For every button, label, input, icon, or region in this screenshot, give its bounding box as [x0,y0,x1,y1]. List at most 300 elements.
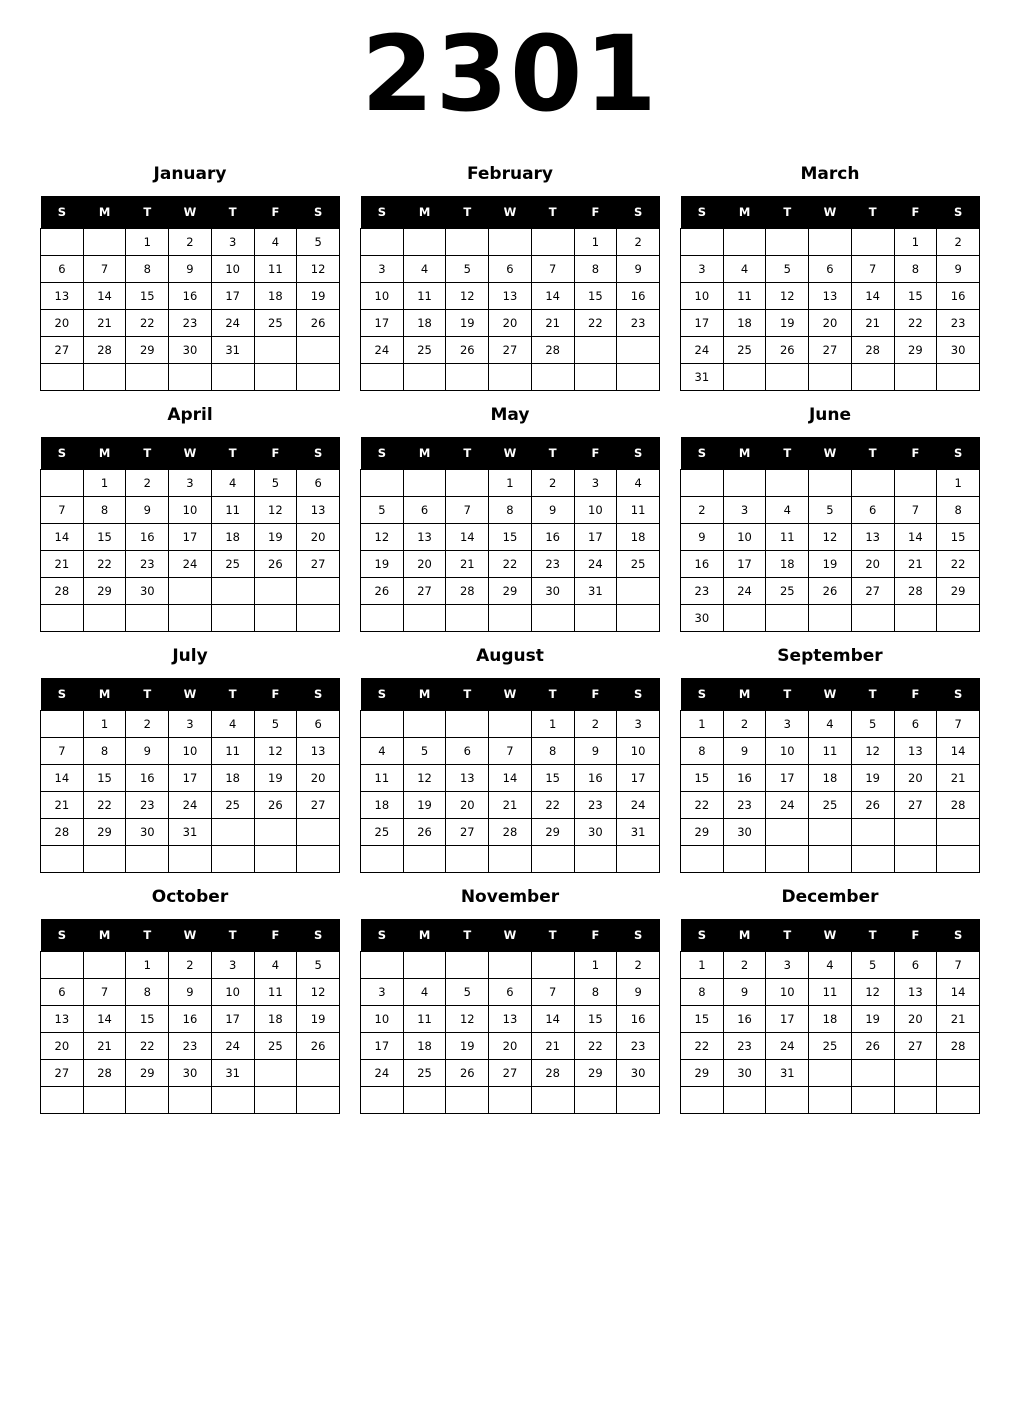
day-cell[interactable]: 27 [297,792,340,819]
day-cell[interactable]: 31 [169,819,212,846]
day-cell[interactable]: 29 [489,578,532,605]
day-cell[interactable]: 14 [531,1006,574,1033]
day-cell[interactable]: 28 [531,337,574,364]
day-cell[interactable]: 21 [531,310,574,337]
day-cell[interactable]: 11 [403,283,446,310]
day-cell[interactable]: 27 [403,578,446,605]
day-cell[interactable]: 12 [851,979,894,1006]
day-cell[interactable]: 29 [126,1060,169,1087]
day-cell[interactable]: 11 [617,497,660,524]
day-cell[interactable]: 17 [681,310,724,337]
day-cell[interactable]: 18 [254,283,297,310]
day-cell[interactable]: 31 [574,578,617,605]
day-cell[interactable]: 4 [403,256,446,283]
day-cell[interactable]: 5 [297,952,340,979]
day-cell[interactable]: 7 [937,711,980,738]
day-cell[interactable]: 30 [723,1060,766,1087]
day-cell[interactable]: 1 [126,229,169,256]
day-cell[interactable]: 7 [851,256,894,283]
day-cell[interactable]: 23 [169,1033,212,1060]
day-cell[interactable]: 19 [766,310,809,337]
day-cell[interactable]: 19 [361,551,404,578]
day-cell[interactable]: 2 [617,229,660,256]
day-cell[interactable]: 19 [403,792,446,819]
day-cell[interactable]: 14 [41,524,84,551]
day-cell[interactable]: 19 [851,765,894,792]
day-cell[interactable]: 13 [894,979,937,1006]
day-cell[interactable]: 27 [809,337,852,364]
day-cell[interactable]: 16 [126,765,169,792]
day-cell[interactable]: 18 [211,524,254,551]
day-cell[interactable]: 28 [531,1060,574,1087]
day-cell[interactable]: 3 [361,979,404,1006]
day-cell[interactable]: 2 [126,470,169,497]
day-cell[interactable]: 27 [489,337,532,364]
day-cell[interactable]: 25 [809,792,852,819]
day-cell[interactable]: 28 [83,1060,126,1087]
day-cell[interactable]: 30 [681,605,724,632]
day-cell[interactable]: 18 [254,1006,297,1033]
day-cell[interactable]: 6 [297,711,340,738]
day-cell[interactable]: 5 [851,952,894,979]
day-cell[interactable]: 20 [41,1033,84,1060]
day-cell[interactable]: 25 [617,551,660,578]
day-cell[interactable]: 24 [681,337,724,364]
day-cell[interactable]: 4 [254,229,297,256]
day-cell[interactable]: 6 [809,256,852,283]
day-cell[interactable]: 23 [169,310,212,337]
day-cell[interactable]: 9 [937,256,980,283]
day-cell[interactable]: 23 [723,792,766,819]
day-cell[interactable]: 27 [446,819,489,846]
day-cell[interactable]: 15 [531,765,574,792]
day-cell[interactable]: 11 [361,765,404,792]
day-cell[interactable]: 7 [41,738,84,765]
day-cell[interactable]: 15 [894,283,937,310]
day-cell[interactable]: 2 [531,470,574,497]
day-cell[interactable]: 31 [617,819,660,846]
day-cell[interactable]: 5 [403,738,446,765]
day-cell[interactable]: 17 [723,551,766,578]
day-cell[interactable]: 6 [41,256,84,283]
day-cell[interactable]: 8 [531,738,574,765]
day-cell[interactable]: 27 [297,551,340,578]
day-cell[interactable]: 31 [681,364,724,391]
day-cell[interactable]: 22 [574,310,617,337]
day-cell[interactable]: 14 [937,979,980,1006]
day-cell[interactable]: 21 [531,1033,574,1060]
day-cell[interactable]: 16 [169,1006,212,1033]
day-cell[interactable]: 20 [489,310,532,337]
day-cell[interactable]: 12 [446,1006,489,1033]
day-cell[interactable]: 24 [169,792,212,819]
day-cell[interactable]: 8 [574,979,617,1006]
day-cell[interactable]: 20 [297,765,340,792]
day-cell[interactable]: 26 [254,551,297,578]
day-cell[interactable]: 26 [446,1060,489,1087]
day-cell[interactable]: 24 [169,551,212,578]
day-cell[interactable]: 15 [937,524,980,551]
day-cell[interactable]: 13 [894,738,937,765]
day-cell[interactable]: 31 [211,337,254,364]
day-cell[interactable]: 19 [297,1006,340,1033]
day-cell[interactable]: 11 [211,497,254,524]
day-cell[interactable]: 12 [297,256,340,283]
day-cell[interactable]: 29 [681,1060,724,1087]
day-cell[interactable]: 8 [574,256,617,283]
day-cell[interactable]: 4 [403,979,446,1006]
day-cell[interactable]: 25 [254,310,297,337]
day-cell[interactable]: 10 [681,283,724,310]
day-cell[interactable]: 7 [531,979,574,1006]
day-cell[interactable]: 12 [254,738,297,765]
day-cell[interactable]: 7 [83,979,126,1006]
day-cell[interactable]: 17 [766,765,809,792]
day-cell[interactable]: 29 [681,819,724,846]
day-cell[interactable]: 16 [574,765,617,792]
day-cell[interactable]: 10 [766,979,809,1006]
day-cell[interactable]: 3 [681,256,724,283]
day-cell[interactable]: 17 [574,524,617,551]
day-cell[interactable]: 21 [41,792,84,819]
day-cell[interactable]: 21 [83,1033,126,1060]
day-cell[interactable]: 27 [489,1060,532,1087]
day-cell[interactable]: 16 [617,1006,660,1033]
day-cell[interactable]: 21 [937,765,980,792]
day-cell[interactable]: 21 [83,310,126,337]
day-cell[interactable]: 14 [851,283,894,310]
day-cell[interactable]: 26 [297,1033,340,1060]
day-cell[interactable]: 22 [681,1033,724,1060]
day-cell[interactable]: 14 [41,765,84,792]
day-cell[interactable]: 26 [297,310,340,337]
day-cell[interactable]: 19 [851,1006,894,1033]
day-cell[interactable]: 14 [446,524,489,551]
day-cell[interactable]: 20 [851,551,894,578]
day-cell[interactable]: 7 [83,256,126,283]
day-cell[interactable]: 8 [83,738,126,765]
day-cell[interactable]: 22 [574,1033,617,1060]
day-cell[interactable]: 16 [723,765,766,792]
day-cell[interactable]: 30 [169,1060,212,1087]
day-cell[interactable]: 7 [894,497,937,524]
day-cell[interactable]: 1 [894,229,937,256]
day-cell[interactable]: 6 [297,470,340,497]
day-cell[interactable]: 24 [361,1060,404,1087]
day-cell[interactable]: 20 [489,1033,532,1060]
day-cell[interactable]: 3 [766,711,809,738]
day-cell[interactable]: 22 [83,792,126,819]
day-cell[interactable]: 9 [531,497,574,524]
day-cell[interactable]: 15 [83,524,126,551]
day-cell[interactable]: 26 [851,1033,894,1060]
day-cell[interactable]: 26 [851,792,894,819]
day-cell[interactable]: 5 [254,470,297,497]
day-cell[interactable]: 19 [809,551,852,578]
day-cell[interactable]: 24 [211,1033,254,1060]
day-cell[interactable]: 24 [361,337,404,364]
day-cell[interactable]: 13 [851,524,894,551]
day-cell[interactable]: 14 [531,283,574,310]
day-cell[interactable]: 28 [41,819,84,846]
day-cell[interactable]: 9 [617,256,660,283]
day-cell[interactable]: 11 [766,524,809,551]
day-cell[interactable]: 17 [169,765,212,792]
day-cell[interactable]: 11 [723,283,766,310]
day-cell[interactable]: 20 [894,765,937,792]
day-cell[interactable]: 3 [211,952,254,979]
day-cell[interactable]: 18 [617,524,660,551]
day-cell[interactable]: 28 [446,578,489,605]
day-cell[interactable]: 24 [766,1033,809,1060]
day-cell[interactable]: 29 [126,337,169,364]
day-cell[interactable]: 18 [809,765,852,792]
day-cell[interactable]: 25 [361,819,404,846]
day-cell[interactable]: 4 [254,952,297,979]
day-cell[interactable]: 3 [169,470,212,497]
day-cell[interactable]: 9 [126,738,169,765]
day-cell[interactable]: 23 [531,551,574,578]
day-cell[interactable]: 8 [126,979,169,1006]
day-cell[interactable]: 6 [41,979,84,1006]
day-cell[interactable]: 16 [723,1006,766,1033]
day-cell[interactable]: 28 [937,792,980,819]
day-cell[interactable]: 18 [361,792,404,819]
day-cell[interactable]: 11 [809,738,852,765]
day-cell[interactable]: 28 [937,1033,980,1060]
day-cell[interactable]: 27 [894,1033,937,1060]
day-cell[interactable]: 18 [211,765,254,792]
day-cell[interactable]: 25 [723,337,766,364]
day-cell[interactable]: 21 [41,551,84,578]
day-cell[interactable]: 1 [574,952,617,979]
day-cell[interactable]: 1 [489,470,532,497]
day-cell[interactable]: 29 [83,578,126,605]
day-cell[interactable]: 1 [83,711,126,738]
day-cell[interactable]: 27 [41,1060,84,1087]
day-cell[interactable]: 30 [617,1060,660,1087]
day-cell[interactable]: 23 [681,578,724,605]
day-cell[interactable]: 3 [211,229,254,256]
day-cell[interactable]: 10 [169,497,212,524]
day-cell[interactable]: 20 [894,1006,937,1033]
day-cell[interactable]: 11 [254,256,297,283]
day-cell[interactable]: 25 [809,1033,852,1060]
day-cell[interactable]: 31 [766,1060,809,1087]
day-cell[interactable]: 1 [126,952,169,979]
day-cell[interactable]: 11 [403,1006,446,1033]
day-cell[interactable]: 19 [254,524,297,551]
day-cell[interactable]: 2 [617,952,660,979]
day-cell[interactable]: 10 [617,738,660,765]
day-cell[interactable]: 3 [169,711,212,738]
day-cell[interactable]: 1 [531,711,574,738]
day-cell[interactable]: 17 [211,283,254,310]
day-cell[interactable]: 8 [681,979,724,1006]
day-cell[interactable]: 22 [83,551,126,578]
day-cell[interactable]: 25 [766,578,809,605]
day-cell[interactable]: 1 [83,470,126,497]
day-cell[interactable]: 21 [851,310,894,337]
day-cell[interactable]: 12 [361,524,404,551]
day-cell[interactable]: 18 [403,310,446,337]
day-cell[interactable]: 2 [681,497,724,524]
day-cell[interactable]: 29 [574,1060,617,1087]
day-cell[interactable]: 23 [126,551,169,578]
day-cell[interactable]: 12 [446,283,489,310]
day-cell[interactable]: 10 [169,738,212,765]
day-cell[interactable]: 7 [446,497,489,524]
day-cell[interactable]: 5 [297,229,340,256]
day-cell[interactable]: 28 [851,337,894,364]
day-cell[interactable]: 10 [723,524,766,551]
day-cell[interactable]: 6 [489,256,532,283]
day-cell[interactable]: 25 [254,1033,297,1060]
day-cell[interactable]: 31 [211,1060,254,1087]
day-cell[interactable]: 4 [211,711,254,738]
day-cell[interactable]: 6 [446,738,489,765]
day-cell[interactable]: 1 [574,229,617,256]
day-cell[interactable]: 29 [937,578,980,605]
day-cell[interactable]: 21 [894,551,937,578]
day-cell[interactable]: 13 [489,283,532,310]
day-cell[interactable]: 22 [937,551,980,578]
day-cell[interactable]: 24 [723,578,766,605]
day-cell[interactable]: 17 [361,1033,404,1060]
day-cell[interactable]: 25 [211,551,254,578]
day-cell[interactable]: 5 [809,497,852,524]
day-cell[interactable]: 14 [937,738,980,765]
day-cell[interactable]: 22 [126,1033,169,1060]
day-cell[interactable]: 2 [723,952,766,979]
day-cell[interactable]: 9 [126,497,169,524]
day-cell[interactable]: 12 [851,738,894,765]
day-cell[interactable]: 27 [41,337,84,364]
day-cell[interactable]: 8 [126,256,169,283]
day-cell[interactable]: 25 [403,337,446,364]
day-cell[interactable]: 13 [403,524,446,551]
day-cell[interactable]: 20 [41,310,84,337]
day-cell[interactable]: 30 [723,819,766,846]
day-cell[interactable]: 24 [617,792,660,819]
day-cell[interactable]: 18 [403,1033,446,1060]
day-cell[interactable]: 10 [211,256,254,283]
day-cell[interactable]: 8 [894,256,937,283]
day-cell[interactable]: 26 [403,819,446,846]
day-cell[interactable]: 4 [723,256,766,283]
day-cell[interactable]: 15 [489,524,532,551]
day-cell[interactable]: 30 [126,578,169,605]
day-cell[interactable]: 21 [446,551,489,578]
day-cell[interactable]: 27 [894,792,937,819]
day-cell[interactable]: 13 [297,738,340,765]
day-cell[interactable]: 30 [937,337,980,364]
day-cell[interactable]: 17 [766,1006,809,1033]
day-cell[interactable]: 14 [894,524,937,551]
day-cell[interactable]: 29 [894,337,937,364]
day-cell[interactable]: 19 [446,1033,489,1060]
day-cell[interactable]: 2 [126,711,169,738]
day-cell[interactable]: 2 [169,229,212,256]
day-cell[interactable]: 19 [297,283,340,310]
day-cell[interactable]: 13 [41,283,84,310]
day-cell[interactable]: 9 [169,979,212,1006]
day-cell[interactable]: 7 [41,497,84,524]
day-cell[interactable]: 23 [723,1033,766,1060]
day-cell[interactable]: 28 [41,578,84,605]
day-cell[interactable]: 19 [446,310,489,337]
day-cell[interactable]: 1 [681,952,724,979]
day-cell[interactable]: 7 [937,952,980,979]
day-cell[interactable]: 8 [681,738,724,765]
day-cell[interactable]: 26 [809,578,852,605]
day-cell[interactable]: 15 [126,1006,169,1033]
day-cell[interactable]: 22 [894,310,937,337]
day-cell[interactable]: 4 [766,497,809,524]
day-cell[interactable]: 21 [489,792,532,819]
day-cell[interactable]: 13 [446,765,489,792]
day-cell[interactable]: 17 [211,1006,254,1033]
day-cell[interactable]: 22 [531,792,574,819]
day-cell[interactable]: 14 [83,283,126,310]
day-cell[interactable]: 15 [574,1006,617,1033]
day-cell[interactable]: 24 [211,310,254,337]
day-cell[interactable]: 18 [723,310,766,337]
day-cell[interactable]: 18 [809,1006,852,1033]
day-cell[interactable]: 3 [361,256,404,283]
day-cell[interactable]: 12 [297,979,340,1006]
day-cell[interactable]: 9 [574,738,617,765]
day-cell[interactable]: 9 [723,738,766,765]
day-cell[interactable]: 1 [937,470,980,497]
day-cell[interactable]: 9 [617,979,660,1006]
day-cell[interactable]: 9 [169,256,212,283]
day-cell[interactable]: 23 [617,310,660,337]
day-cell[interactable]: 28 [489,819,532,846]
day-cell[interactable]: 20 [403,551,446,578]
day-cell[interactable]: 9 [681,524,724,551]
day-cell[interactable]: 16 [937,283,980,310]
day-cell[interactable]: 4 [361,738,404,765]
day-cell[interactable]: 5 [446,979,489,1006]
day-cell[interactable]: 23 [617,1033,660,1060]
day-cell[interactable]: 11 [809,979,852,1006]
day-cell[interactable]: 10 [361,283,404,310]
day-cell[interactable]: 5 [254,711,297,738]
day-cell[interactable]: 29 [531,819,574,846]
day-cell[interactable]: 14 [83,1006,126,1033]
day-cell[interactable]: 23 [574,792,617,819]
day-cell[interactable]: 22 [126,310,169,337]
day-cell[interactable]: 15 [574,283,617,310]
day-cell[interactable]: 15 [83,765,126,792]
day-cell[interactable]: 24 [766,792,809,819]
day-cell[interactable]: 23 [126,792,169,819]
day-cell[interactable]: 15 [126,283,169,310]
day-cell[interactable]: 15 [681,765,724,792]
day-cell[interactable]: 16 [617,283,660,310]
day-cell[interactable]: 12 [766,283,809,310]
day-cell[interactable]: 2 [574,711,617,738]
day-cell[interactable]: 3 [766,952,809,979]
day-cell[interactable]: 2 [169,952,212,979]
day-cell[interactable]: 11 [254,979,297,1006]
day-cell[interactable]: 11 [211,738,254,765]
day-cell[interactable]: 10 [574,497,617,524]
day-cell[interactable]: 5 [446,256,489,283]
day-cell[interactable]: 23 [937,310,980,337]
day-cell[interactable]: 8 [83,497,126,524]
